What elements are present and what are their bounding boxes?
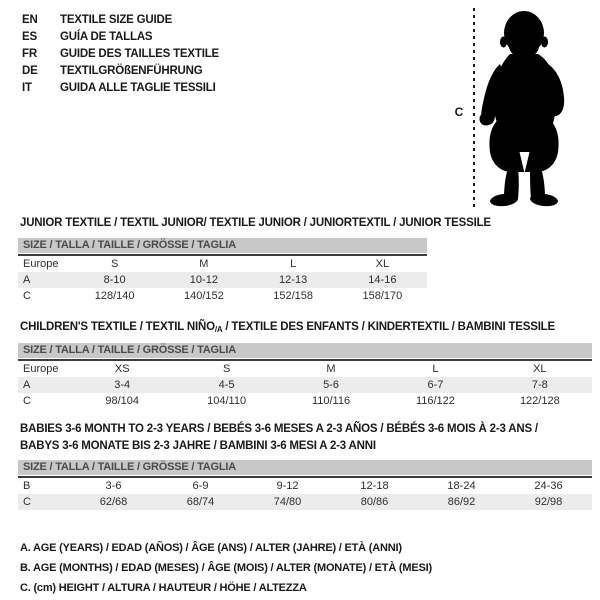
table-cell: 6-7: [427, 379, 444, 391]
row-label: A: [23, 274, 31, 286]
language-list: [22, 12, 219, 97]
row-label: B: [23, 480, 31, 492]
language-title: TEXTILGRÖßENFÜHRUNG: [60, 65, 203, 77]
table-body: [18, 361, 592, 409]
section-title-babies-line2: BABYS 3-6 MONATE BIS 2-3 JAHRE / BAMBINI 3-6 MESI A 2-3 ANNI: [20, 440, 376, 452]
size-header-bar: SIZE / TALLA / TAILLE / GRÖSSE / TAGLIA: [18, 460, 592, 475]
footnotes: [20, 538, 432, 598]
table-cell: 140/152: [183, 290, 224, 302]
language-row: [22, 80, 219, 97]
title-text: / TEXTILE DES ENFANTS / KINDERTEXTIL / BAMBINI TESSILE: [222, 321, 555, 333]
title-text: CHILDREN'S TEXTILE / TEXTIL NIÑO: [20, 321, 215, 333]
table-row: [18, 494, 592, 510]
row-label: C: [23, 290, 31, 302]
table-cell: 5-6: [323, 379, 339, 391]
table-cell: 10-12: [189, 274, 218, 286]
table-row: [18, 272, 427, 288]
size-header-bar: SIZE / TALLA / TAILLE / GRÖSSE / TAGLIA: [18, 238, 427, 253]
row-label: C: [23, 496, 31, 508]
section-title-junior: JUNIOR TEXTILE / TEXTIL JUNIOR/ TEXTILE JUNIOR / JUNIORTEXTIL / JUNIOR TESSILE: [20, 217, 491, 229]
table-row: [18, 288, 427, 304]
babies-size-table: [18, 460, 592, 510]
table-cell: 80/86: [360, 496, 389, 508]
table-cell: M: [326, 363, 336, 375]
table-cell: 3-4: [114, 379, 131, 391]
junior-size-table: [18, 238, 427, 304]
table-cell: L: [290, 258, 297, 270]
table-row: [18, 361, 592, 377]
table-cell: 3-6: [105, 480, 122, 492]
table-cell: 110/116: [311, 395, 351, 407]
table-cell: 92/98: [534, 496, 563, 508]
language-code: ES: [22, 31, 37, 43]
language-row: [22, 63, 219, 80]
baby-silhouette-icon: [478, 8, 570, 208]
table-row: [18, 377, 592, 393]
table-row: [18, 393, 592, 409]
section-title-babies-line1: BABIES 3-6 MONTH TO 2-3 YEARS / BEBÉS 3-6 MESES A 2-3 AÑOS / BÉBÉS 3-6 MOIS À 2-3 ANS /: [20, 423, 538, 435]
table-cell: 152/158: [273, 290, 313, 302]
table-cell: 12-13: [279, 274, 308, 286]
table-cell: 68/74: [186, 496, 215, 508]
language-row: [22, 29, 219, 46]
language-title: TEXTILE SIZE GUIDE: [60, 14, 173, 26]
table-cell: 7-8: [531, 379, 548, 391]
table-cell: 14-16: [368, 274, 397, 286]
children-size-table: [18, 343, 592, 409]
table-cell: 6-9: [192, 480, 209, 492]
table-cell: M: [199, 258, 209, 270]
table-cell: 8-10: [103, 274, 126, 286]
table-cell: 62/68: [99, 496, 128, 508]
table-cell: 104/110: [207, 395, 247, 407]
footnote-a: A. AGE (YEARS) / EDAD (AÑOS) / ÂGE (ANS) / ALTER (JAHRE) / ETÀ (ANNI): [20, 542, 402, 554]
table-cell: 24-36: [534, 480, 563, 492]
table-body: [18, 478, 592, 510]
table-cell: 98/104: [105, 395, 140, 407]
language-title: GUIDE DES TAILLES TEXTILE: [60, 48, 219, 60]
height-measure-label: C: [454, 105, 464, 119]
table-cell: 74/80: [273, 496, 302, 508]
size-header-bar: SIZE / TALLA / TAILLE / GRÖSSE / TAGLIA: [18, 343, 592, 358]
language-code: IT: [22, 82, 32, 94]
table-cell: S: [222, 363, 231, 375]
table-cell: 122/128: [519, 395, 560, 407]
footnote-b: B. AGE (MONTHS) / EDAD (MESES) / ÂGE (MOIS) / ALTER (MONATE) / ETÀ (MESI): [20, 562, 432, 574]
table-body: [18, 256, 427, 304]
table-cell: 12-18: [360, 480, 389, 492]
table-cell: L: [432, 363, 439, 375]
language-code: DE: [22, 65, 38, 77]
table-cell: 116/122: [415, 395, 455, 407]
table-row: [18, 256, 427, 272]
footnote-c: C. (cm) HEIGHT / ALTURA / HAUTEUR / HÖHE / ALTEZZA: [20, 582, 307, 594]
table-row: [18, 478, 592, 494]
language-row: [22, 46, 219, 63]
table-cell: XS: [114, 363, 130, 375]
title-subscript: /A: [214, 325, 223, 334]
table-cell: XL: [375, 258, 390, 270]
section-title-children: [20, 321, 555, 334]
table-cell: 158/170: [362, 290, 403, 302]
height-measure-dashed-line: [473, 8, 475, 209]
table-cell: 18-24: [447, 480, 476, 492]
table-cell: 4-5: [218, 379, 235, 391]
table-cell: 86/92: [447, 496, 476, 508]
language-code: EN: [22, 14, 38, 26]
row-label: C: [23, 395, 31, 407]
row-label: Europe: [23, 258, 59, 270]
language-row: [22, 12, 219, 29]
row-label: Europe: [23, 363, 59, 375]
language-title: GUIDA ALLE TAGLIE TESSILI: [60, 82, 216, 94]
table-cell: S: [110, 258, 119, 270]
row-label: A: [23, 379, 31, 391]
language-title: GUÍA DE TALLAS: [60, 31, 153, 43]
table-cell: 128/140: [94, 290, 135, 302]
language-code: FR: [22, 48, 37, 60]
table-cell: 9-12: [276, 480, 299, 492]
table-cell: XL: [533, 363, 547, 375]
